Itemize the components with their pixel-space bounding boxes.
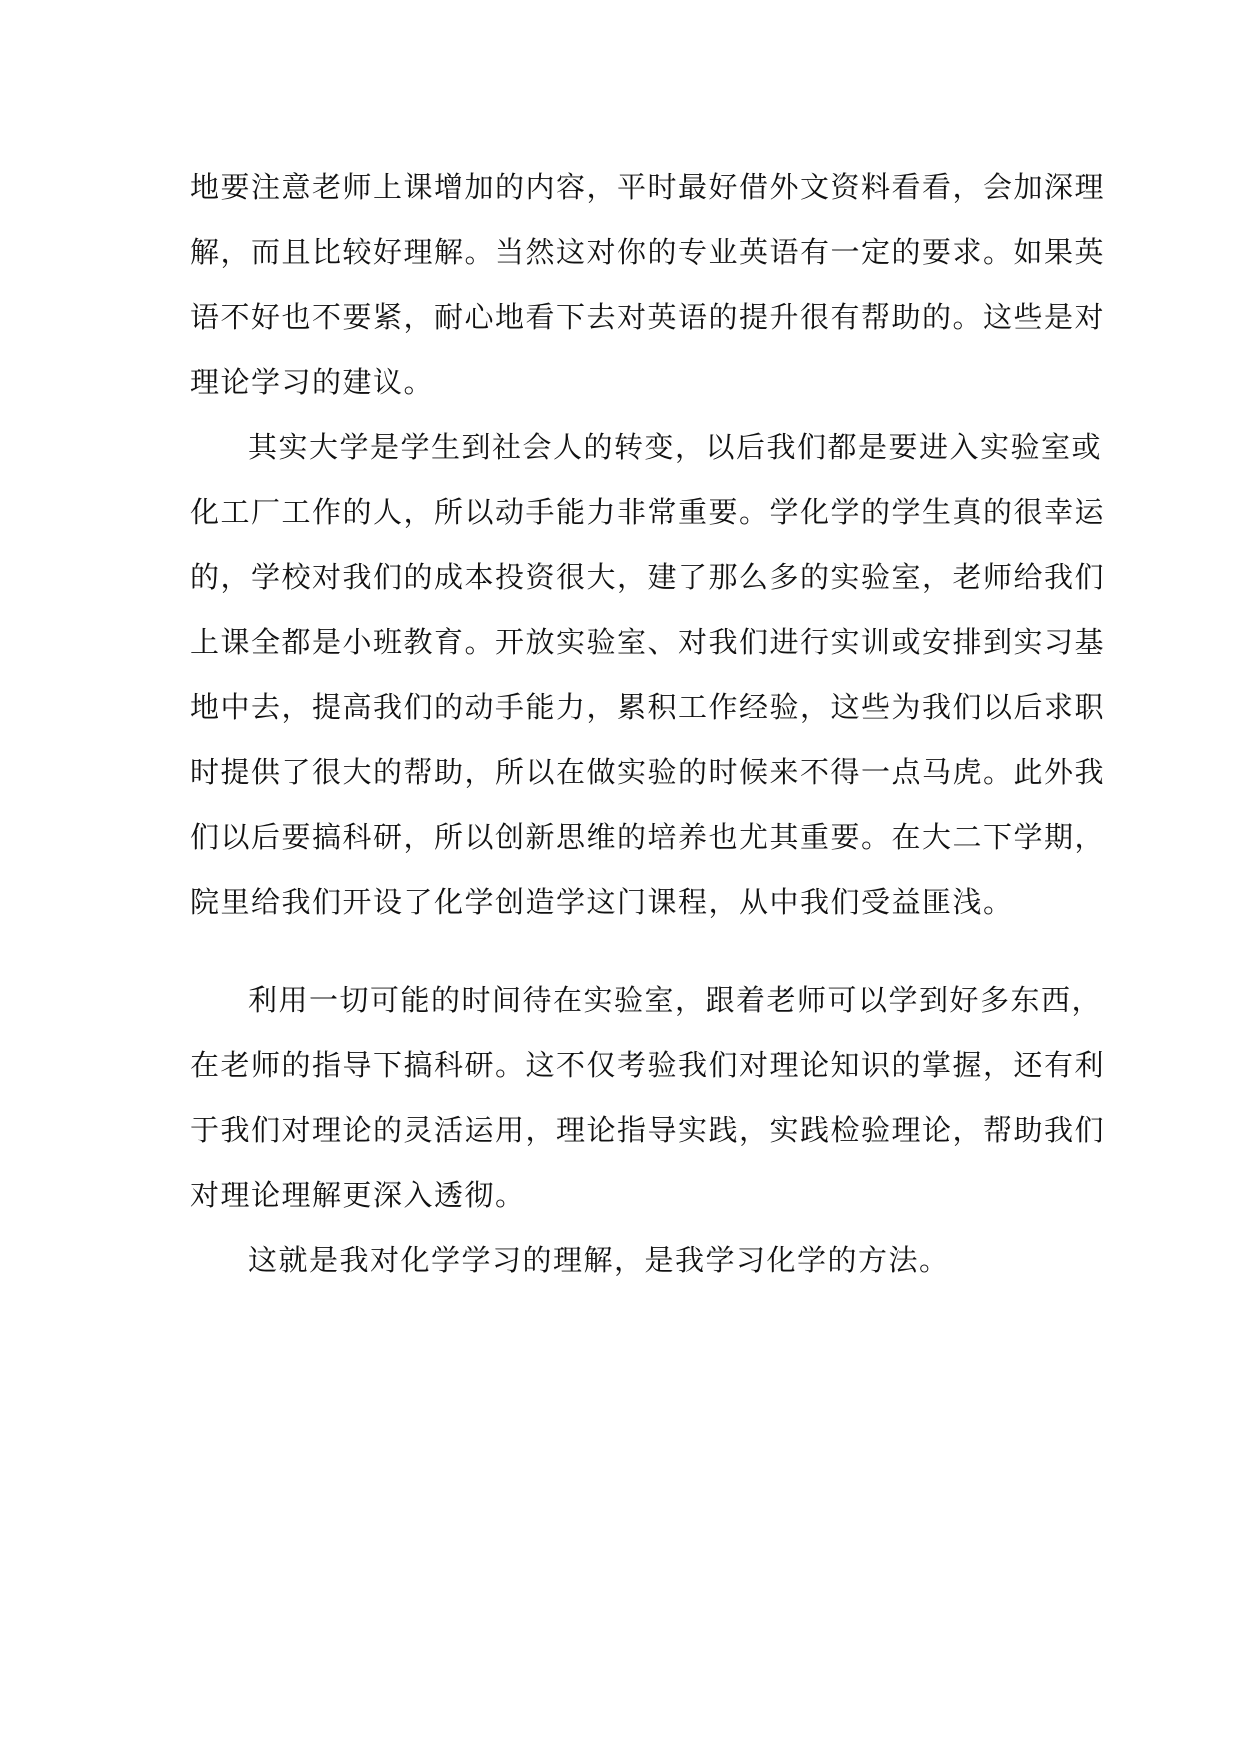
paragraph-spacer xyxy=(190,935,1060,968)
text-line: 理论学习的建议。 xyxy=(190,365,435,399)
paragraph xyxy=(190,968,1106,1228)
paragraph xyxy=(190,155,1106,415)
text-line: 利用一切可能的时间待在实验室，跟着老师可以学到好多东西， xyxy=(248,983,1103,1017)
text-line: 解，而且比较好理解。当然这对你的专业英语有一定的要求。如果英 xyxy=(190,235,1106,269)
text-line: 于我们对理论的灵活运用，理论指导实践，实践检验理论，帮助我们 xyxy=(190,1113,1106,1147)
text-line: 在老师的指导下搞科研。这不仅考验我们对理论知识的掌握，还有利 xyxy=(190,1048,1106,1082)
text-line: 的，学校对我们的成本投资很大，建了那么多的实验室，老师给我们 xyxy=(190,560,1106,594)
text-line: 时提供了很大的帮助，所以在做实验的时候来不得一点马虎。此外我 xyxy=(190,755,1106,789)
text-line: 这就是我对化学学习的理解，是我学习化学的方法。 xyxy=(248,1243,950,1277)
text-line: 们以后要搞科研，所以创新思维的培养也尤其重要。在大二下学期， xyxy=(190,820,1106,854)
text-line: 地中去，提高我们的动手能力，累积工作经验，这些为我们以后求职 xyxy=(190,690,1106,724)
document-body xyxy=(190,155,1106,1293)
text-line: 上课全都是小班教育。开放实验室、对我们进行实训或安排到实习基 xyxy=(190,625,1106,659)
paragraph xyxy=(190,415,1106,935)
text-line: 地要注意老师上课增加的内容，平时最好借外文资料看看，会加深理 xyxy=(190,170,1106,204)
text-line: 其实大学是学生到社会人的转变，以后我们都是要进入实验室或 xyxy=(248,430,1103,464)
text-line: 化工厂工作的人，所以动手能力非常重要。学化学的学生真的很幸运 xyxy=(190,495,1106,529)
text-line: 院里给我们开设了化学创造学这门课程，从中我们受益匪浅。 xyxy=(190,885,1014,919)
text-line: 对理论理解更深入透彻。 xyxy=(190,1178,526,1212)
paragraph xyxy=(190,1228,1060,1293)
text-line: 语不好也不要紧，耐心地看下去对英语的提升很有帮助的。这些是对 xyxy=(190,300,1106,334)
